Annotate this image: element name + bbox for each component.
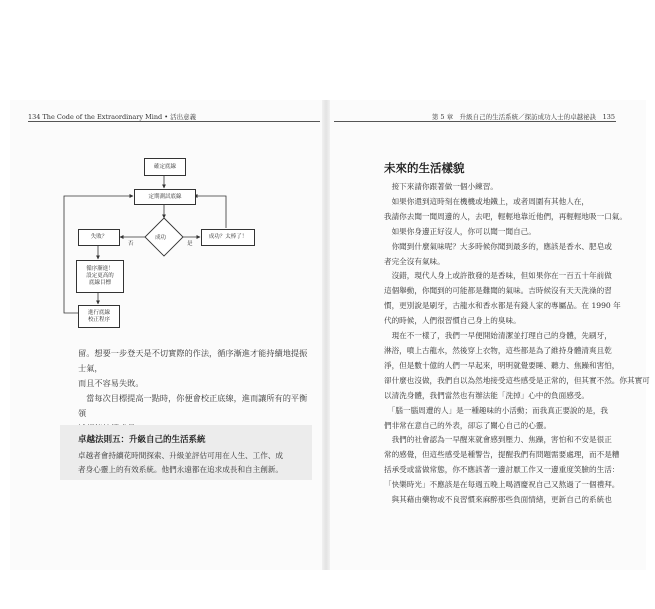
right-line: 卻什麼也沒做，我們自以為然地接受這些感受是正常的，但其實不然。你其實可 xyxy=(384,375,650,385)
run-line-1: 進行底線 xyxy=(87,309,110,316)
success-box: 成功？太棒了！ xyxy=(201,229,255,246)
right-line: 如果你身邊正好沒人，你可以聞一聞自己。 xyxy=(384,226,536,236)
right-line: 現在不一樣了，我們一早便開始清潔並打理自己的身體，先刷牙， xyxy=(384,331,612,341)
right-line: 如果你還到這時刻在機機或地鐵上，或者周圍有其他人在， xyxy=(384,196,590,206)
define-box: 定期測試底線 xyxy=(134,189,196,205)
yes-label: 是 xyxy=(187,241,193,247)
right-line: 我們的社會認為一早醒來就會感到壓力、焦躁，害怕和不安是很正 xyxy=(384,435,612,445)
right-line: 代的時候，人們很習慣自己身上的臭味。 xyxy=(384,316,521,326)
right-line: 者完全沒有氣味。 xyxy=(384,256,445,266)
adjust-line-1: 循序漸進！ xyxy=(86,266,114,273)
right-line: 慣，更別說是刷牙，古龍水和香水都是有錢人家的專屬品。在 1990 年 xyxy=(384,301,621,311)
right-line: 淋浴，噴上古龍水，然後穿上衣物，這些都是為了維持身體清爽且乾 xyxy=(384,345,612,355)
right-line: 常的感覺，但這些感受是種警告，提醒我們有問題需要處理，而不是糟 xyxy=(384,450,620,460)
start-box: 確定底線 xyxy=(144,158,186,176)
right-line: 你聞到什麼氣味呢？大多時候你聞到最多的，應該是香水、肥皂或 xyxy=(384,241,612,251)
fail-box: 失敗？ xyxy=(78,229,120,246)
book-gutter xyxy=(322,100,330,570)
no-label: 否 xyxy=(128,241,134,247)
left-line-1: 留。想要一步登天是不切實際的作法，循序漸進才能持續地提振士氣， xyxy=(78,348,308,373)
right-line: 以清洗身體，我們當然也有辦法能「洗掉」心中的負面感受。 xyxy=(384,390,590,400)
right-line: 淨，但是數十億的人們一早起來，明明就覺要睡、聽力、焦躁和害怕， xyxy=(384,360,620,370)
right-header-rule xyxy=(334,121,616,122)
right-line: 括承受或當做常態，你不應該著一邊討厭工作又一邊重度笑臉的生活： xyxy=(384,465,620,475)
law-line-1: 卓越者會持續花時間探索、升級並評估可用在人生、工作、成 xyxy=(78,451,284,460)
adjust-box xyxy=(76,260,124,293)
run-box xyxy=(78,305,120,328)
adjust-line-3: 底線目標 xyxy=(88,279,111,286)
right-line: 這個舉動，你聞到的可能都是難聞的氣味。吉時候沒有天天洗澡的習 xyxy=(384,286,612,296)
right-line: 「腦一腦周遭的人」是一種趣味的小活動；而我真正要說的是，我 xyxy=(384,405,609,415)
right-line: 與其藉由藥物或不良習慣來麻醉那些負面情緒，更新自己的系統也 xyxy=(384,495,612,505)
law-title: 卓越法則五：升級自己的生活系統 xyxy=(78,435,206,445)
right-line: 接下來請你跟著做一個小練習。 xyxy=(384,182,498,191)
law-line-2: 者身心靈上的有效系統。他們永遠都在追求成長和自主創新。 xyxy=(78,465,284,474)
run-line-2: 校正程序 xyxy=(87,316,110,323)
left-running-header: 134 The Code of the Extraordinary Mind • 活出意義 xyxy=(28,113,197,121)
right-running-header: 第 5 章 升級自己的生活系統／探訪成功人士的卓越祕訣 135 xyxy=(431,113,615,121)
left-line-3: 當每次目標提高一點時，你便會校正底線，進而讓所有的平衡領 xyxy=(78,393,308,418)
baseline-flowchart xyxy=(60,155,290,345)
left-header-rule xyxy=(28,121,320,122)
left-body-text xyxy=(78,346,314,436)
right-body-text xyxy=(384,180,650,508)
decision-label: 成功 xyxy=(155,235,167,241)
left-line-2: 而且不容易失敗。 xyxy=(78,378,144,388)
right-line: 們非常在意自己的外表，卻忘了關心自己的心靈。 xyxy=(384,420,552,430)
law-body xyxy=(78,449,306,477)
right-line: 「快樂時光」不應該是在每週五晚上喝酒慶祝自己又熬過了一個禮拜。 xyxy=(384,480,620,490)
adjust-line-2: 設定更高的 xyxy=(86,273,114,280)
right-line: 沒錯，現代人身上或許散發的是香味，但如果你在一百五十年前做 xyxy=(384,271,612,281)
section-title: 未來的生活樣貌 xyxy=(384,161,465,175)
right-line: 我請你去聞一聞周邊的人，去吧，輕輕地靠近他們，再輕輕地吸一口氣。 xyxy=(384,211,627,221)
